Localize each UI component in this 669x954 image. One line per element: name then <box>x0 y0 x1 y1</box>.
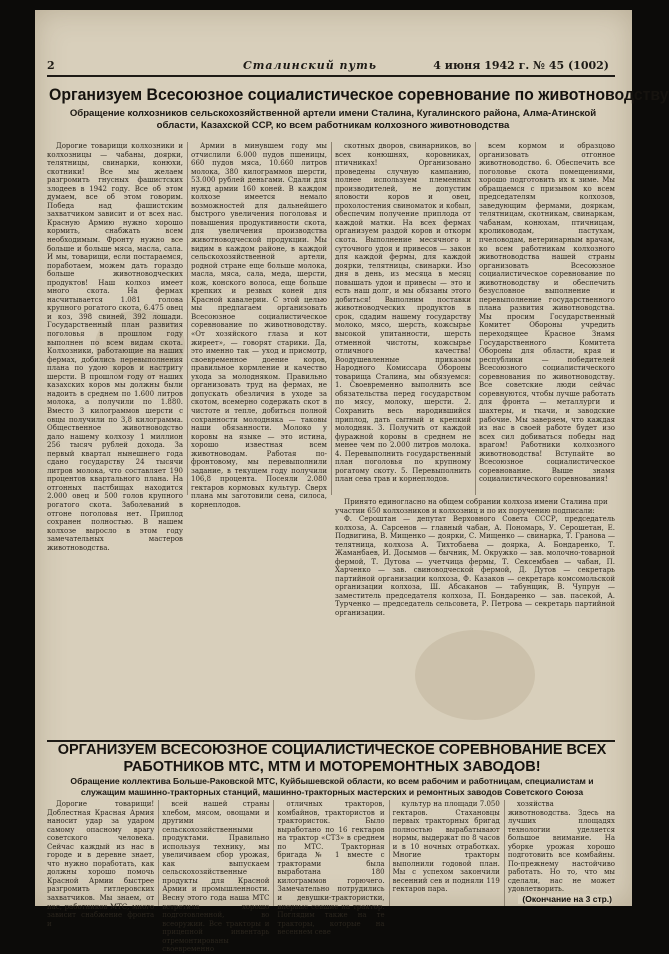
signatures-block <box>335 498 615 617</box>
article2-column-2: всей нашей страны хлебом, мясом, овощами и другими сельскохозяйственными продуктами. Правильно используя технику, мы увеличиваем сбор урожая, как выпускаем сельскохозяйственные продукты для Красной Армии и промышленности. Весну этого года наша МТС встретила хорошо подготовленной, во всеоружии. Все тракторы и прицепной инвентарь отремонтированы своевременно <box>158 800 269 906</box>
article2-column-5: хозяйства животноводства. Здесь на лучших площадях технологии уделяется большое внимание. На уборке урожая хорошо подготовить все комбайны. По-прежнему настойчиво работать. Но то, что мы сделали, нас не может удовлетворить. <box>504 800 615 906</box>
article1-column-4: всем кормом и образцово организовать отгонное животноводство. 6. Обеспечить все поголовье скота помещениями, хорошо подготовить их к зиме. Мы обращаемся с призывом ко всем председателям колхозов, заведующим фермами, дояркам, телятницам, скотникам, свинаркам, чабанам, конюхам, птичницам, кролиководам, пастухам, пчеловодам, ветеринарным врачам, ко всем работникам колхозного животноводства нашей страны организовать Всесоюзное социалистическое соревнование по животноводству и обеспечить безусловное выполнение и перевыполнение государственного плана развития животноводства. Мы просим Государственный Комитет Обороны учредить переходящее Красное Знамя Государственного Комитета Обороны для области, края и республики — победителей Всесоюзного социалистического соревнования по животноводству. Все советские люди сейчас соревнуются, чтобы лучше работать для фронта — металлурги и шахтеры, и ткачи, и заводские рабочие. Мы заверяем, что каждая из нас в своей работе будет изо всех сил добиваться победы над врагом! Работники колхозного животноводства! Вступайте во Всесоюзное социалистическое соревнование. Выше знамя социалистического соревнования! <box>475 142 615 495</box>
article1-column-2: Армии в минувшем году мы отчислили 6.000 пудов пшеницы, 660 пудов мяса, 10.660 литров молока, 380 килограммов шерсти, 53.000 рублей деньгами. Сдали для нужд армии 160 коней. В каждом колхозе имеется немало возможностей для дальнейшего быстрого увеличения поголовья и повышения продуктивности скота, для увеличения производства животноводческой продукции. Мы видим в каждом районе, в каждой сельскохозяйственной артели, родной стране еще больше молока, масла, мяса, сала, меда, шерсти, кож, конского волоса, еще больше крепких и резвых коней для Красной кавалерии. С этой целью мы предлагаем организовать Всесоюзное социалистическое соревнование по животноводству. «От хозяйского глаза и кот жиреет», — говорят старики. Да, это именно так — уход и присмотр, своевременное доение коров, правильное кормление и качество ухода за молодняком. Правильно организовать труд на фермах, не допускать обезличия в уходе за скотом, всемерно содержать скот в чистоте и тепле, добиться полной сохранности молодняка — таковы наши обязанности. Молоко у коровы на языке — это истина, хорошо известная всем животноводам. Работая по-фронтовому, мы перевыполнили задание, в текущем году получили 106,8 процента. Посеяли 2.080 гектаров кормовых культур. Сверх плана мы заготовили сена, силоса, корнеплодов. <box>187 142 327 495</box>
newspaper-name: Сталинский путь <box>243 59 378 72</box>
page-number: 2 <box>47 59 55 72</box>
article2-column-1: Дорогие товарищи! Доблестная Красная Армия наносит удар за ударом самому опасному врагу советского человека. Сейчас каждый из нас в городе и в деревне знает, что нужно поработать, как должны хорошо помочь Красной Армии быстрее разгромить гитлеровских захватчиков. Мы знаем, от нас, работников МТС, много зависит снабжение фронта и <box>47 800 155 928</box>
paper-stain <box>415 630 535 720</box>
page-header <box>47 59 615 77</box>
article1-column-3: скотных дворов, свинарников, во всех конюшнях, коровниках, птичниках! Организовано проведены случную кампанию, полнее используем племенных производителей, не допустим яловости коров и овец, прохолостения свиноматок и кобыл, обеспечим получение приплода от каждой матки. На всех фермах организуем раздой коров и откорм скота. Выполнение месячного и суточного удоя и привесов — закон для каждой фермы, для каждой доярки, телятницы, свинарки. Изо дня в день, из месяца в месяц повышать удои и привесы — это и есть наш долг, и мы обязаны этого добиться! Выполним поставки животноводческих продуктов в срок, сдадим нашему государству молоко, мясо, шерсть, кожсырье высокой упитанности, шерсть отменной чистоты, кожсырье отличного качества! Воодушевленные приказом Народного Комиссара Обороны товарища Сталина, мы обязуемся: 1. Своевременно выполнить все обязательства перед государством по мясу, молоку, шерсти. 2. Сохранить весь народившийся приплод, дать сытный и крепкий молодняк. 3. Получить от каждой фуражной коровы в среднем не менее чем по 2.000 литров молока. 4. Перевыполнить государственный план поголовья по крупному рогатому скоту. 5. Перевыполнить план сева трав и корнеплодов. <box>331 142 471 495</box>
article2-title: ОРГАНИЗУЕМ ВСЕСОЮЗНОЕ СОЦИАЛИСТИЧЕСКОЕ СОРЕВНОВАНИЕ ВСЕХ РАБОТНИКОВ МТС, МТМ И МОТОРЕМОНТНЫХ ЗАВОДОВ! <box>57 742 607 775</box>
issue-date: 4 июня 1942 г. № 45 (1002) <box>433 59 609 72</box>
article1-subtitle: Обращение колхозников сельскохозяйственной артели имени Сталина, Кугалинского района, Алма-Атинской области, Казахской ССР, ко всем работникам колхозного животноводства <box>69 108 597 131</box>
article1-column-1: Дорогие товарищи колхозники и колхозницы — чабаны, доярки, телятницы, свинарки, конюхи, скотники! Все мы желаем разгромить гнусных фашистских злодеев в 1942 году. Все об этом думаем, все об этом говорим. Победа над фашистским захватчиком зависит и от всех нас. Красную Армию нужно хорошо кормить, снабжать всем необходимым. Фронту нужно все больше и больше мяса, масла, сала. И мы, товарищи, если постараемся, поработаем, можем дать гораздо больше животноводческих продуктов! Наш колхоз имеет много скота. На фермах насчитывается 1.081 голова крупного рогатого скота, 6.475 овец и коз, 398 свиней, 392 лошади. Государственный план развития поголовья в прошлом году выполнен по всем видам скота. Колхозники, работающие на наших фермах, добились перевыполнения плана по удою коров и настригу шерсти. В прошлом году от наших казахских коров мы должны были надоить в среднем по 1.600 литров молока, а получили по 1.880. Вместо 3 килограммов шерсти с овцы получили по 3,8 килограмма. Общественное животноводство дало нашему колхозу 1 миллион 256 тысяч рублей дохода. За первый квартал нынешнего года сдано государству 24 тысячи литров молока, что составляет 190 процентов квартального плана. На отгонных пастбищах находится 2.000 овец и 500 голов крупного рогатого скота. Заболеваний в отгоне поголовья нет. Приплод сохранен полностью. В нашем колхозе выросло в этом году замечательных мастеров животноводства. <box>47 142 183 552</box>
article1-title: Организуем Всесоюзное социалистическое соревнование по животноводству <box>49 86 669 104</box>
article2-subtitle: Обращение коллектива Больше-Раковской МТС, Куйбышевской области, ко всем рабочим и работницам, специалистам и служащим машинно-тракторных станций, машинно-тракторных мастерских и ремонтных заводов Советского Союза <box>70 776 594 797</box>
article2-columns <box>47 800 616 954</box>
closing-text: Принято единогласно на общем собрании колхоза имени Сталина при участии 650 колхозников и колхозниц и по их поручению подписали: <box>335 498 608 515</box>
article2-column-3: отличных тракторов, комбайнов, трактористов и трактористок. Было выработано по 16 гектаров на трактор «СТЗ» в среднем по МТС. Тракторная бригада № 1 вместе с тракторами была выработана 180 килограммов горючего. Замечательно потрудились и девушки-трактористки, впервые севшие на трактор. Поглядим также на те тракторы, которые на весеннем севе <box>273 800 384 906</box>
continuation-note: (Окончание на 3 стр.) <box>518 894 612 904</box>
signatories: Ф. Сероштан — депутат Верховного Совета СССР, председатель колхоза, А. Сарсенов — главный чабан, А. Пономарь, У. Серошетан, Е. Подвигина, В. Мищенко — доярки, С. Мищенко — свинарка, Т. Гранова — телятница, колхоза А. Тихтобаева — доярка, А. Бондаренко, Т. Жаманбаев, И. Досымов — бычник, М. Окружко — зав. молочно-товарной фермой, Т. Дутова — учетчица фермы, Т. Сексембаев — чабан, П. Харченко — зав. свиноводческой фермой, Д. Дутов — секретарь партийной организации колхоза, Ф. Казаков — секретарь комсомольской организации колхоза, Ш. Абсаканов — табунщик, В. Чупрун — заместитель председателя колхоза, П. Бондаренко — зав. пасекой, А. Турченко — председатель сельсовета, Р. Петрова — секретарь партийной организации. <box>335 515 615 617</box>
article2-column-4: культур на площади 7.050 гектаров. Стахановцы первых тракторных бригад полностью вырабатывают нормы, выдержат по 8 часов и в 10 ночных отработках. Многие тракторы выполнили годовой план. Мы с успехом закончили весенний сев и подняли 119 гектаров пара. <box>389 800 500 906</box>
newspaper-page <box>35 10 669 954</box>
